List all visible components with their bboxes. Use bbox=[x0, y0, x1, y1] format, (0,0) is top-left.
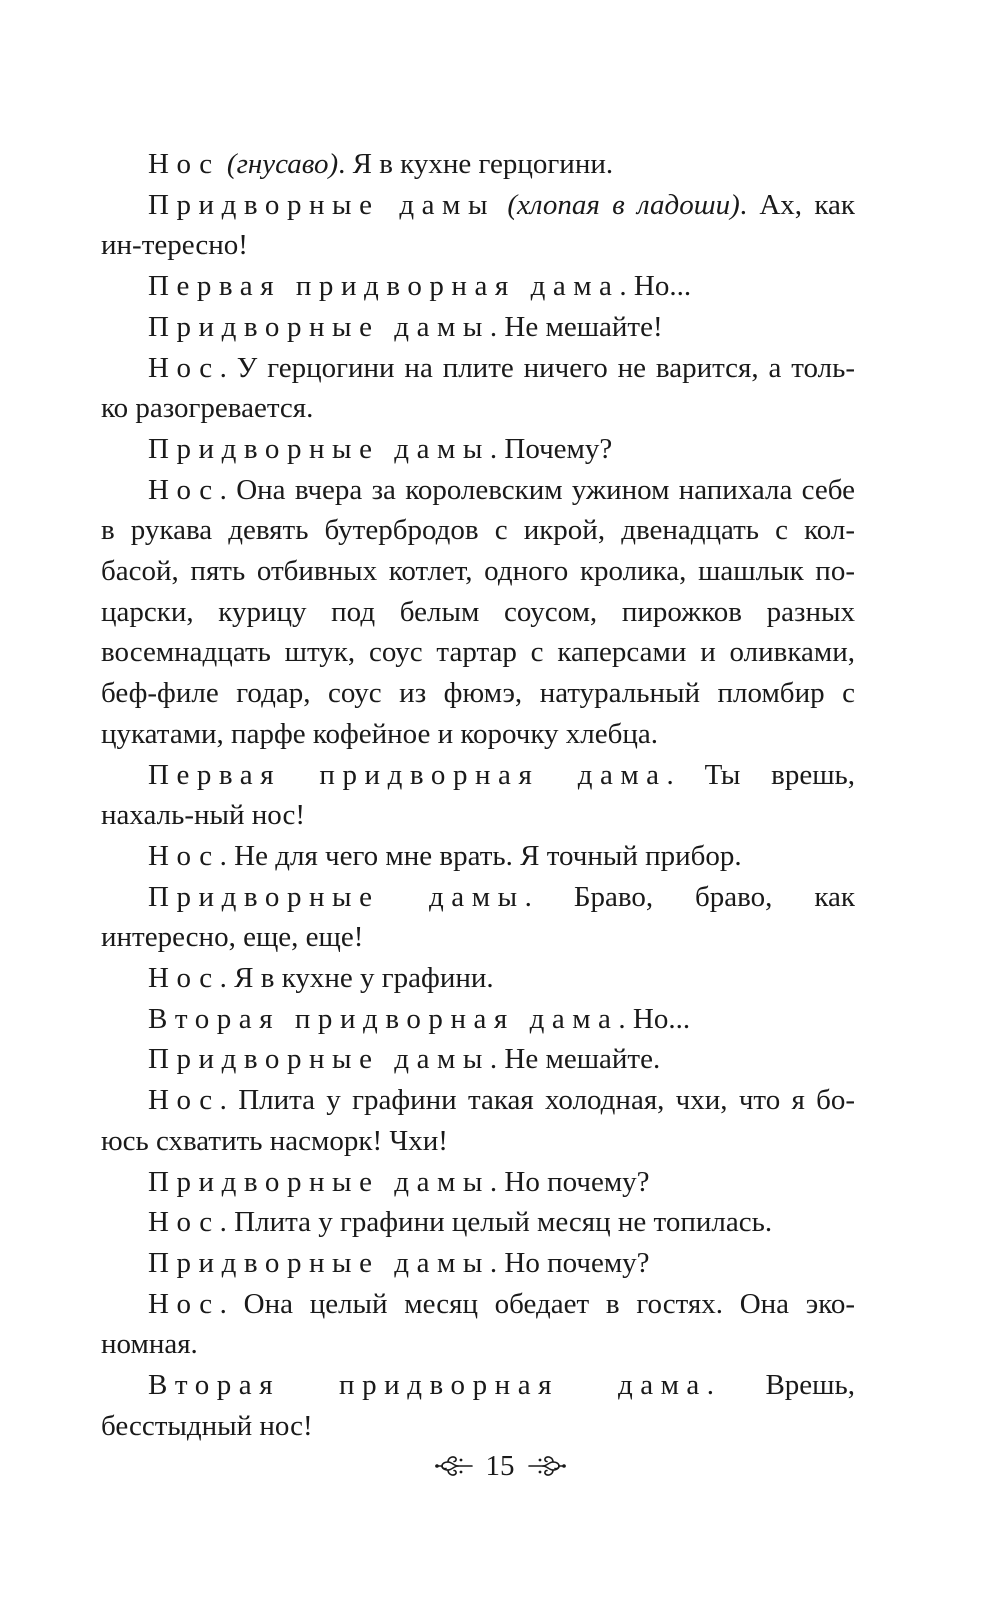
page-number: 15 bbox=[485, 1450, 515, 1482]
dialogue-text: . Ах, как ин-тересно! bbox=[101, 188, 855, 262]
dialogue-text: Не мешайте. bbox=[497, 1043, 661, 1076]
dialogue-line: Придворные дамы. Почему? bbox=[148, 432, 613, 465]
dialogue-line: Придворные дамы. Но почему? bbox=[148, 1246, 650, 1279]
speaker-name: Нос bbox=[148, 148, 220, 180]
speaker-name: Первая придворная дама bbox=[148, 270, 620, 303]
dialogue-text: Не мешайте! bbox=[497, 310, 663, 343]
fleuron-left-icon bbox=[434, 1451, 474, 1481]
dialogue-line bbox=[101, 185, 855, 266]
dialogue-line: Первая придворная дама. Ты врешь, нахаль-ный нос! bbox=[101, 758, 856, 832]
dialogue-text: . Я в кухне герцогини. bbox=[338, 148, 614, 180]
speaker-name: Придворные дамы bbox=[148, 880, 525, 913]
dialogue-text: У герцогини на плите ничего не варится, а толь-ко разогревается. bbox=[101, 351, 855, 425]
dialogue-text: Ты врешь, нахаль-ный нос! bbox=[101, 758, 856, 832]
dialogue-text: Плита у графини такая холодная, чхи, что я бо-юсь схватить насморк! Чхи! bbox=[101, 1084, 855, 1157]
page-footer bbox=[0, 1446, 1000, 1486]
speaker-name: Нос bbox=[148, 473, 220, 506]
stage-direction: (хлопая в ладоши) bbox=[507, 188, 740, 221]
dialogue-line: Придворные дамы. Но почему? bbox=[148, 1165, 650, 1198]
dialogue-line: Нос. Плита у графини целый месяц не топилась. bbox=[148, 1206, 773, 1239]
speaker-name: Придворные дамы bbox=[148, 310, 490, 343]
dialogue-text: Но почему? bbox=[497, 1165, 650, 1198]
speaker-name: Нос bbox=[148, 1084, 220, 1117]
dialogue-line: Вторая придворная дама. Врешь, бесстыдный нос! bbox=[101, 1369, 855, 1442]
dialogue-text: Почему? bbox=[497, 432, 613, 465]
speaker-name: Придворные дамы bbox=[148, 1165, 490, 1198]
dialogue-text: Врешь, бесстыдный нос! bbox=[101, 1369, 855, 1442]
dialogue-line: Придворные дамы. Не мешайте! bbox=[148, 310, 663, 343]
speaker-name: Вторая придворная дама bbox=[148, 1369, 707, 1402]
dialogue-line: Вторая придворная дама. Но... bbox=[148, 1002, 691, 1035]
dialogue-line: Нос. Не для чего мне врать. Я точный прибор. bbox=[148, 839, 742, 872]
dialogue-line: Нос. Она вчера за королевским ужином напихала себе в рукава девять бутербродов с икрой, двенадцать с кол-басой, пять отбивных котлет, одного кролика, шашлык по-царски, курицу под белым соусом, пирожков разных восемнадцать штук, соус тартар с каперсами и оливками, беф-филе годар, соус из фюмэ, натуральный пломбир с цукатами, парфе кофейное и корочку хлебца. bbox=[101, 473, 855, 750]
speaker-name: Нос bbox=[148, 839, 220, 872]
speaker-name: Нос bbox=[148, 1206, 220, 1239]
dialogue-text: Но... bbox=[625, 1002, 691, 1035]
speaker-name: Придворные дамы bbox=[148, 188, 495, 221]
speaker-name: Придворные дамы bbox=[148, 1246, 490, 1279]
speaker-name: Нос bbox=[148, 1287, 220, 1320]
dialogue-text: Но... bbox=[626, 270, 692, 303]
fleuron-right-icon bbox=[527, 1451, 567, 1481]
dialogue-text: Плита у графини целый месяц не топилась. bbox=[226, 1206, 773, 1239]
dialogue-line: Придворные дамы. Не мешайте. bbox=[148, 1043, 661, 1076]
stage-direction: (гнусаво) bbox=[226, 148, 339, 180]
dialogue-line: Первая придворная дама. Но... bbox=[148, 270, 692, 303]
dialogue-text: Она вчера за королевским ужином напихала себе в рукава девять бутербродов с икрой, двенадцать с кол-басой, пять отбивных котлет, одного кролика, шашлык по-царски, курицу под белым соусом, пирожков разных восемнадцать штук, соус тартар с каперсами и оливками, беф-филе годар, соус из фюмэ, натуральный пломбир с цукатами, парфе кофейное и корочку хлебца. bbox=[101, 473, 855, 750]
dialogue-line: Нос. Плита у графини такая холодная, чхи, что я бо-юсь схватить насморк! Чхи! bbox=[101, 1084, 855, 1157]
page-text bbox=[101, 144, 855, 1447]
dialogue-line: Нос. У герцогини на плите ничего не варится, а толь-ко разогревается. bbox=[101, 351, 855, 425]
dialogue-text: Но почему? bbox=[497, 1246, 650, 1279]
dialogue-line bbox=[101, 144, 855, 185]
dialogue-line: Нос. Она целый месяц обедает в гостях. Она эко-номная. bbox=[101, 1287, 855, 1361]
dialogue-text: Браво, браво, как интересно, еще, еще! bbox=[101, 880, 855, 954]
dialogue-line: Придворные дамы. Браво, браво, как интересно, еще, еще! bbox=[101, 880, 855, 954]
dialogue-text: Она целый месяц обедает в гостях. Она эко-номная. bbox=[101, 1287, 855, 1361]
speaker-name: Нос bbox=[148, 962, 220, 995]
speaker-name: Первая придворная дама bbox=[148, 758, 667, 791]
speaker-name: Придворные дамы bbox=[148, 1043, 490, 1076]
dialogue-line: Нос. Я в кухне у графини. bbox=[148, 962, 494, 995]
dialogue-text: Я в кухне у графини. bbox=[226, 962, 494, 995]
dialogue-text: Не для чего мне врать. Я точный прибор. bbox=[226, 839, 742, 872]
speaker-name: Нос bbox=[148, 351, 220, 384]
speaker-name: Придворные дамы bbox=[148, 432, 490, 465]
speaker-name: Вторая придворная дама bbox=[148, 1002, 619, 1035]
